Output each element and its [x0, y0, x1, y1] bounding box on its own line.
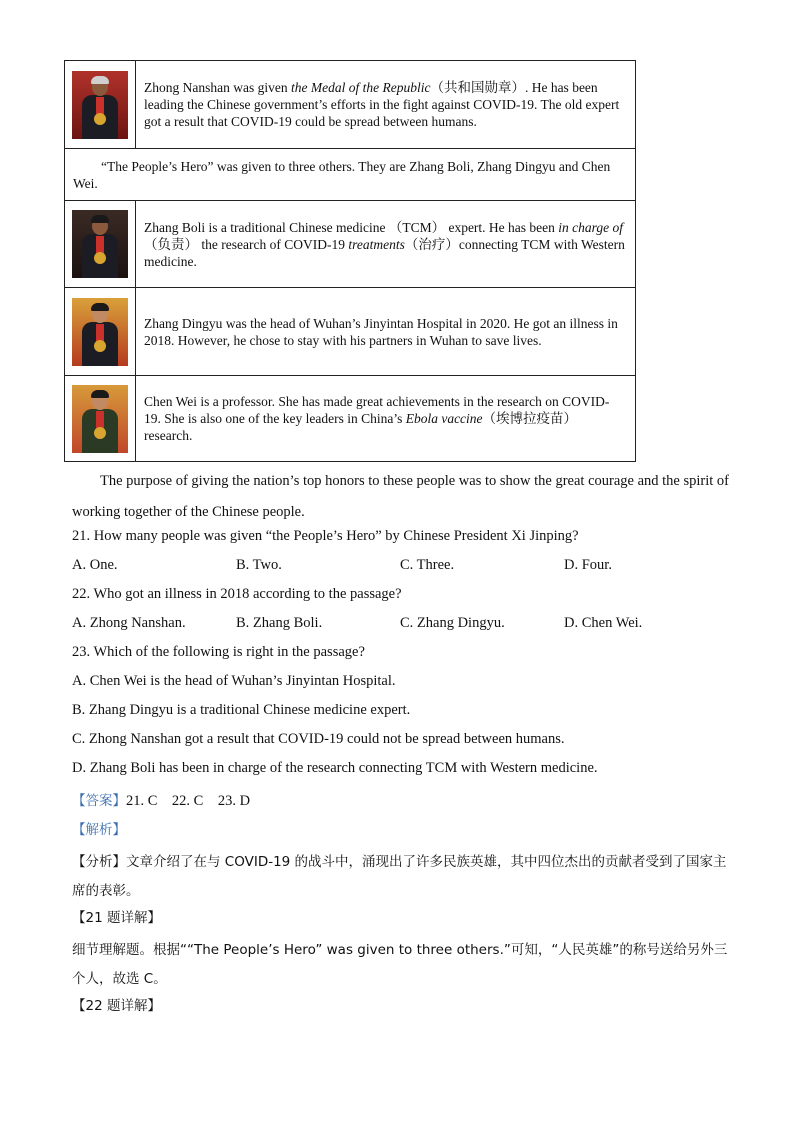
q22-option-d: D. Chen Wei. [564, 615, 643, 631]
question-23-stem: 23. Which of the following is right in the passage? [72, 644, 365, 660]
question-22-stem: 22. Who got an illness in 2018 according to the passage? [72, 586, 402, 602]
q22-option-c: C. Zhang Dingyu. [400, 615, 505, 631]
row-chen-wei [65, 376, 636, 462]
q21-option-b: B. Two. [236, 557, 282, 573]
q22-detail-heading: 【22 题详解】 [72, 998, 161, 1014]
chenwei-text: Chen Wei is a professor. She has made great achievements in the research on COVID-19. She is also one of the key leaders in China’s Ebola vaccine（埃博拉疫苗）research. [136, 376, 636, 462]
q23-option-d: D. Zhang Boli has been in charge of the research connecting TCM with Western medicine. [72, 760, 598, 776]
nanshan-text: Zhong Nanshan was given the Medal of the Republic（共和国勋章）. He has been leading the Chinese government’s efforts in the fight against COVID-19. The old expert got a result that COVID-19 could be spread between humans. [136, 61, 636, 149]
boli-photo-icon [72, 210, 128, 278]
answer-line [72, 789, 732, 810]
question-22-options [72, 615, 732, 633]
q21-option-d: D. Four. [564, 557, 612, 573]
analysis-text: 文章介绍了在与 COVID-19 的战斗中，涌现出了许多民族英雄，其中四位杰出的贡献者受到了国家主席的表彰。 [72, 854, 727, 899]
q21-option-a: A. One. [72, 557, 118, 573]
row-zhong-nanshan [65, 61, 636, 149]
row-zhang-dingyu [65, 288, 636, 376]
q22-option-b: B. Zhang Boli. [236, 615, 323, 631]
q23-option-b: B. Zhang Dingyu is a traditional Chinese medicine expert. [72, 702, 411, 718]
boli-text: Zhang Boli is a traditional Chinese medicine （TCM） expert. He has been in charge of（负责） the research of COVID-19 treatments（治疗）connecting TCM with Western medicine. [136, 201, 636, 288]
q21-detail-heading: 【21 题详解】 [72, 910, 161, 926]
row-peoples-hero [65, 149, 636, 201]
analysis-label: 【解析】 [72, 822, 126, 838]
answer-value: 21. C 22. C 23. D [126, 793, 251, 809]
peoples-hero-text: “The People’s Hero” was given to three others. They are Zhang Boli, Zhang Dingyu and Chen Wei. [65, 149, 636, 201]
chenwei-photo-icon [72, 385, 128, 453]
q21-option-c: C. Three. [400, 557, 455, 573]
analysis-sub-label: 【分析】 [72, 854, 126, 870]
q23-option-c: C. Zhong Nanshan got a result that COVID-19 could not be spread between humans. [72, 731, 565, 747]
nanshan-photo-icon [72, 71, 128, 139]
analysis-heading [72, 818, 732, 839]
row-zhang-boli [65, 201, 636, 288]
closing-paragraph: The purpose of giving the nation’s top honors to these people was to show the great courage and the spirit of working together of the Chinese people. [72, 473, 729, 520]
analysis-paragraph [72, 848, 732, 906]
answer-label: 【答案】 [72, 793, 126, 809]
question-21-stem: 21. How many people was given “the People’s Hero” by Chinese President Xi Jinping? [72, 528, 579, 544]
heroes-table [64, 60, 636, 462]
dingyu-text: Zhang Dingyu was the head of Wuhan’s Jinyintan Hospital in 2020. He got an illness in 2018. However, he chose to stay with his partners in Wuhan to save lives. [136, 288, 636, 376]
q23-option-a: A. Chen Wei is the head of Wuhan’s Jinyintan Hospital. [72, 673, 396, 689]
q22-option-a: A. Zhong Nanshan. [72, 615, 186, 631]
q21-detail-text: 细节理解题。根据““The People’s Hero” was given to three others.”可知，“人民英雄”的称号送给另外三个人，故选 C。 [72, 942, 728, 987]
question-21-options [72, 557, 732, 575]
dingyu-photo-icon [72, 298, 128, 366]
